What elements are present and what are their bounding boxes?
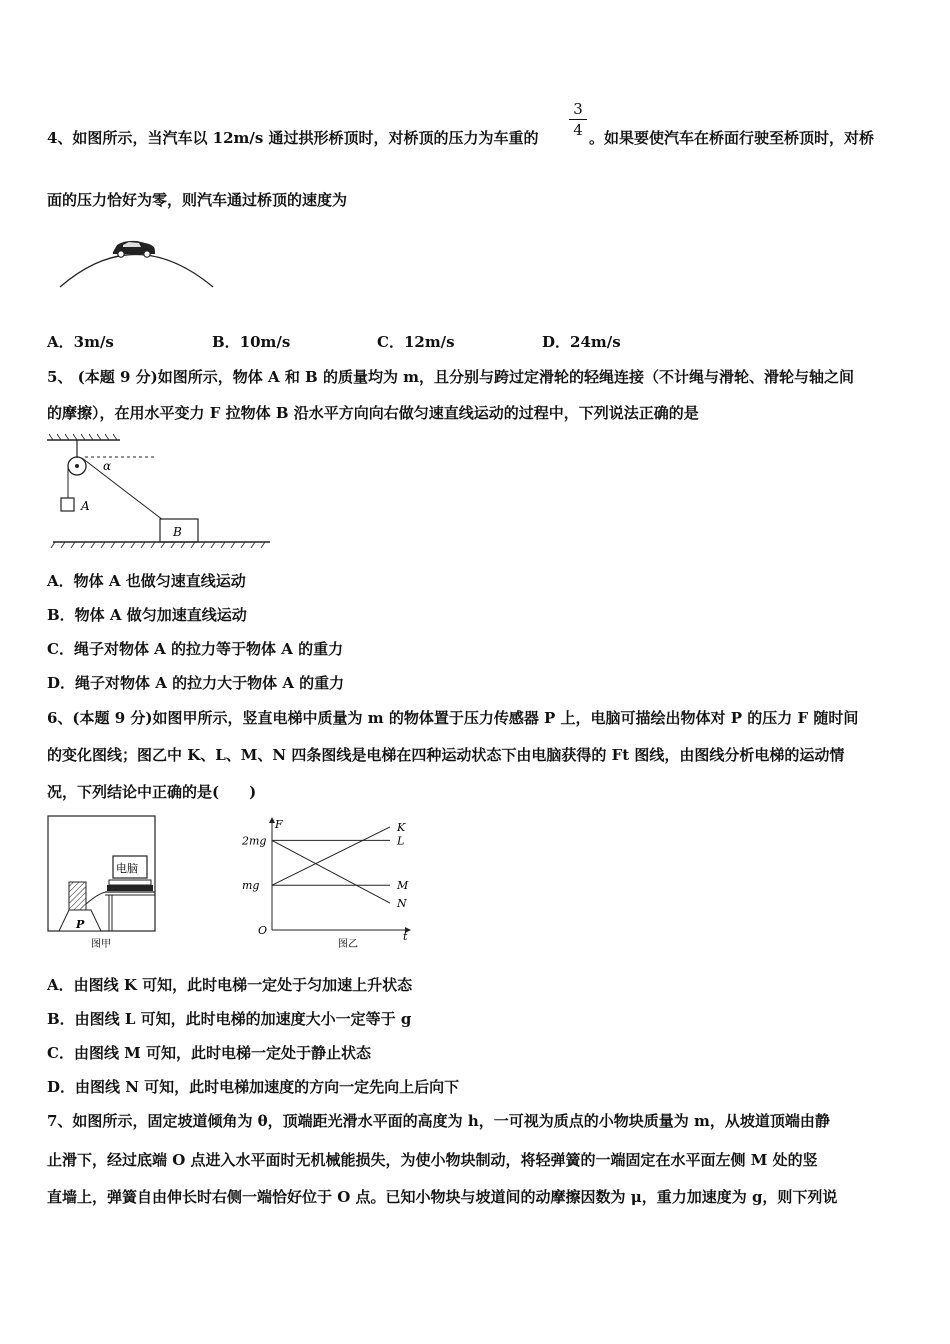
- q4-option-c[interactable]: C．12m/s: [377, 333, 455, 351]
- q4-bridge-figure: [55, 232, 220, 292]
- q7-line2: 止滑下，经过底端 O 点进入水平面时无机械能损失，为使小物块制动，将轻弹簧的一端固定在水平面左侧 M 处的竖: [47, 1151, 818, 1169]
- y-axis-label: F: [275, 818, 283, 831]
- computer-icon: [107, 856, 153, 891]
- series-label-l: L: [397, 834, 405, 848]
- q5-option-c[interactable]: C．绳子对物体 A 的拉力等于物体 A 的重力: [47, 640, 344, 658]
- q6-option-b[interactable]: B．由图线 L 可知，此时电梯的加速度大小一定等于 g: [47, 1010, 412, 1028]
- q4-line2: 面的压力恰好为零，则汽车通过桥顶的速度为: [47, 191, 348, 209]
- fraction-bar: [569, 119, 587, 120]
- series-label-n: N: [397, 897, 407, 911]
- q5-line1: 5、 (本题 9 分)如图所示，物体 A 和 B 的质量均为 m，且分别与跨过定滑轮的轻绳连接（不计绳与滑轮、滑轮与轴之间: [47, 368, 855, 386]
- series-line-k: [272, 827, 390, 885]
- object-block: [69, 882, 86, 910]
- ceiling: [47, 434, 120, 440]
- series-line-n: [272, 840, 390, 903]
- q6-elevator-figure: [45, 814, 160, 952]
- q4-option-a[interactable]: A．3m/s: [47, 333, 114, 351]
- q6-line1: 6、(本题 9 分)如图甲所示，竖直电梯中质量为 m 的物体置于压力传感器 P 上，电脑可描绘出物体对 P 的压力 F 随时间: [47, 709, 859, 727]
- bridge-arch: [60, 255, 213, 288]
- q4-option-d[interactable]: D．24m/s: [542, 333, 621, 351]
- q6-ft-chart: [240, 812, 425, 952]
- label-a: A: [81, 499, 90, 513]
- q7-line3: 直墙上，弹簧自由伸长时右侧一端恰好位于 O 点。已知小物块与坡道间的动摩擦因数为 μ，重力加速度为 g，则下列说: [47, 1188, 838, 1206]
- q4-fraction-numerator: 3: [573, 100, 583, 118]
- q5-line2: 的摩擦），在用水平变力 F 拉物体 B 沿水平方向向右做匀速直线运动的过程中，下列说法正确的是: [47, 404, 699, 422]
- figure-caption-jia: 图甲: [91, 939, 111, 950]
- q4-line1-post: 。如果要使汽车在桥面行驶至桥顶时，对桥: [589, 129, 875, 147]
- q6-option-d[interactable]: D．由图线 N 可知，此时电梯加速度的方向一定先向上后向下: [47, 1078, 460, 1096]
- q4-line1: [47, 128, 539, 148]
- q5-option-b[interactable]: B．物体 A 做匀加速直线运动: [47, 606, 247, 624]
- origin-label: O: [258, 924, 268, 937]
- q7-line1: 7、如图所示，固定坡道倾角为 θ，顶端距光滑水平面的高度为 h，一可视为质点的小物块质量为 m，从坡道顶端由静: [47, 1112, 830, 1130]
- block-a: [61, 498, 74, 511]
- y-tick-label: mg: [242, 879, 260, 893]
- sensor-label: P: [76, 918, 85, 931]
- y-tick-label: 2mg: [242, 834, 267, 848]
- series-label-m: M: [397, 879, 409, 893]
- ground: [51, 542, 270, 548]
- computer-label: 电脑: [116, 862, 138, 875]
- label-b: B: [173, 525, 182, 539]
- q6-option-a[interactable]: A．由图线 K 可知，此时电梯一定处于匀加速上升状态: [47, 976, 413, 994]
- rope-to-b: [82, 458, 163, 520]
- q6-line2: 的变化图线；图乙中 K、L、M、N 四条图线是电梯在四种运动状态下由电脑获得的 Ft 图线，由图线分析电梯的运动情: [47, 746, 845, 764]
- q4-option-b[interactable]: B．10m/s: [212, 333, 291, 351]
- q5-pulley-figure: [45, 432, 275, 552]
- series-label-k: K: [397, 820, 406, 834]
- q6-option-c[interactable]: C．由图线 M 可知，此时电梯一定处于静止状态: [47, 1044, 371, 1062]
- q4-fraction-denominator: 4: [573, 121, 583, 139]
- q5-option-d[interactable]: D．绳子对物体 A 的拉力大于物体 A 的重力: [47, 674, 345, 692]
- figure-caption-yi: 图乙: [338, 939, 358, 950]
- q5-option-a[interactable]: A．物体 A 也做匀速直线运动: [47, 572, 246, 590]
- q4-fraction: [569, 100, 587, 139]
- q4-line1-pre: 4、如图所示，当汽车以 12m/s 通过拱形桥顶时，对桥顶的压力为车重的: [47, 129, 539, 147]
- label-alpha: α: [103, 459, 112, 473]
- x-axis-label: t: [403, 930, 408, 943]
- q6-line3: 况，下列结论中正确的是( ): [47, 783, 257, 801]
